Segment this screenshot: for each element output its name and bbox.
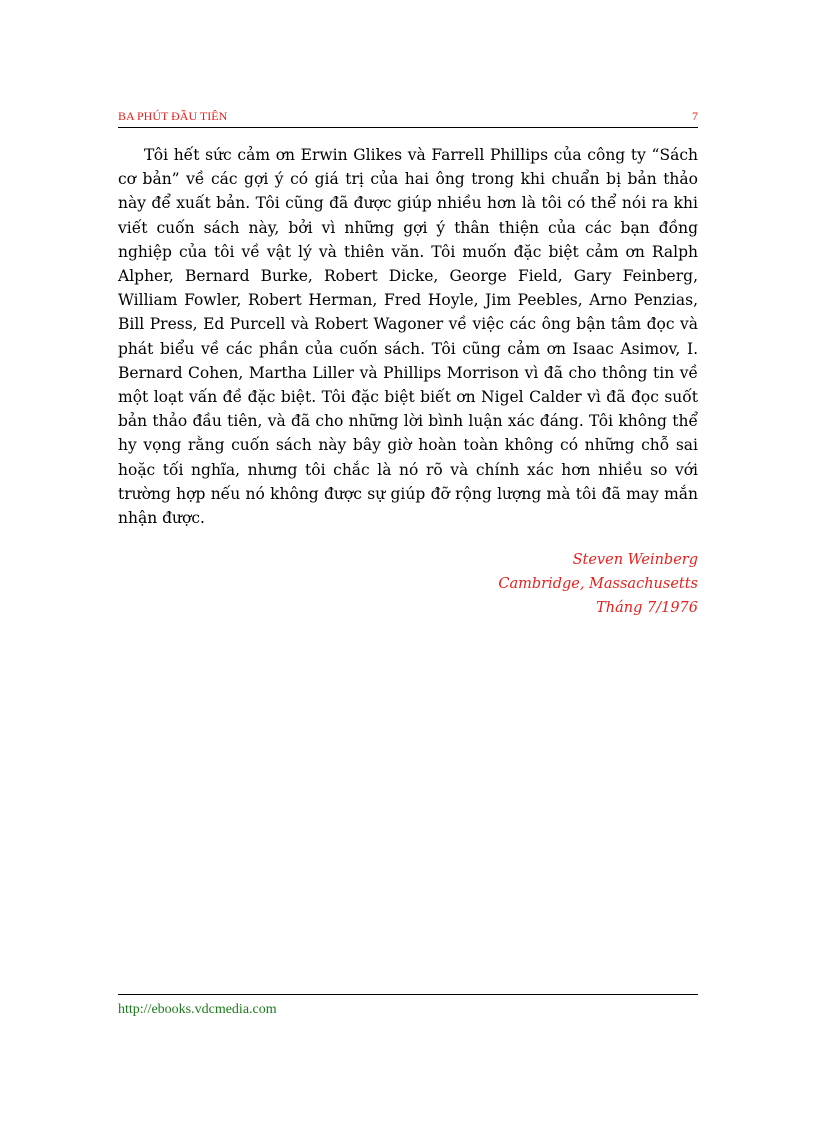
signature-author: Steven Weinberg bbox=[572, 552, 698, 568]
footer-divider bbox=[118, 994, 698, 995]
signature-place: Cambridge, Massachusetts bbox=[498, 576, 698, 592]
body-paragraph: Tôi hết sức cảm ơn Erwin Glikes và Farrell Phillips của công ty “Sách cơ bản” về các gợi ý có giá trị của hai ông trong khi chuẩn bị bản thảo này để xuất bản. Tôi cũng đã được giúp nhiều hơn là tôi có thể nói ra khi viết cuốn sách này, bởi vì những gợi ý thân thiện của các bạn đồng nghiệp của tôi về vật lý và thiên văn. Tôi muốn đặc biệt cảm ơn Ralph Alpher, Bernard Burke, Robert Dicke, George Field, Gary Feinberg, William Fowler, Robert Herman, Fred Hoyle, Jim Peebles, Arno Penzias, Bill Press, Ed Purcell và Robert Wagoner về việc các ông bận tâm đọc và phát biểu về các phần của cuốn sách. Tôi cũng cảm ơn Isaac Asimov, I. Bernard Cohen, Martha Liller và Phillips Morrison vì đã cho thông tin về một loạt vấn đề đặc biệt. Tôi đặc biệt biết ơn Nigel Calder vì đã đọc suốt bản thảo đầu tiên, và đã cho những lời bình luận xác đáng. Tôi không thể hy vọng rằng cuốn sách này bây giờ hoàn toàn không có những chỗ sai hoặc tối nghĩa, nhưng tôi chắc là nó rõ và chính xác hơn nhiều so với trường hợp nếu nó không được sự giúp đỡ rộng lượng mà tôi đã may mắn nhận được. bbox=[118, 146, 698, 528]
page-number: 7 bbox=[692, 109, 698, 123]
signature-date: Tháng 7/1976 bbox=[596, 600, 698, 616]
footer-link[interactable]: http://ebooks.vdcmedia.com bbox=[118, 1002, 277, 1017]
signature-block bbox=[118, 548, 698, 620]
running-header bbox=[118, 107, 698, 128]
header-title: BA PHÚT ĐẦU TIÊN bbox=[118, 109, 228, 123]
